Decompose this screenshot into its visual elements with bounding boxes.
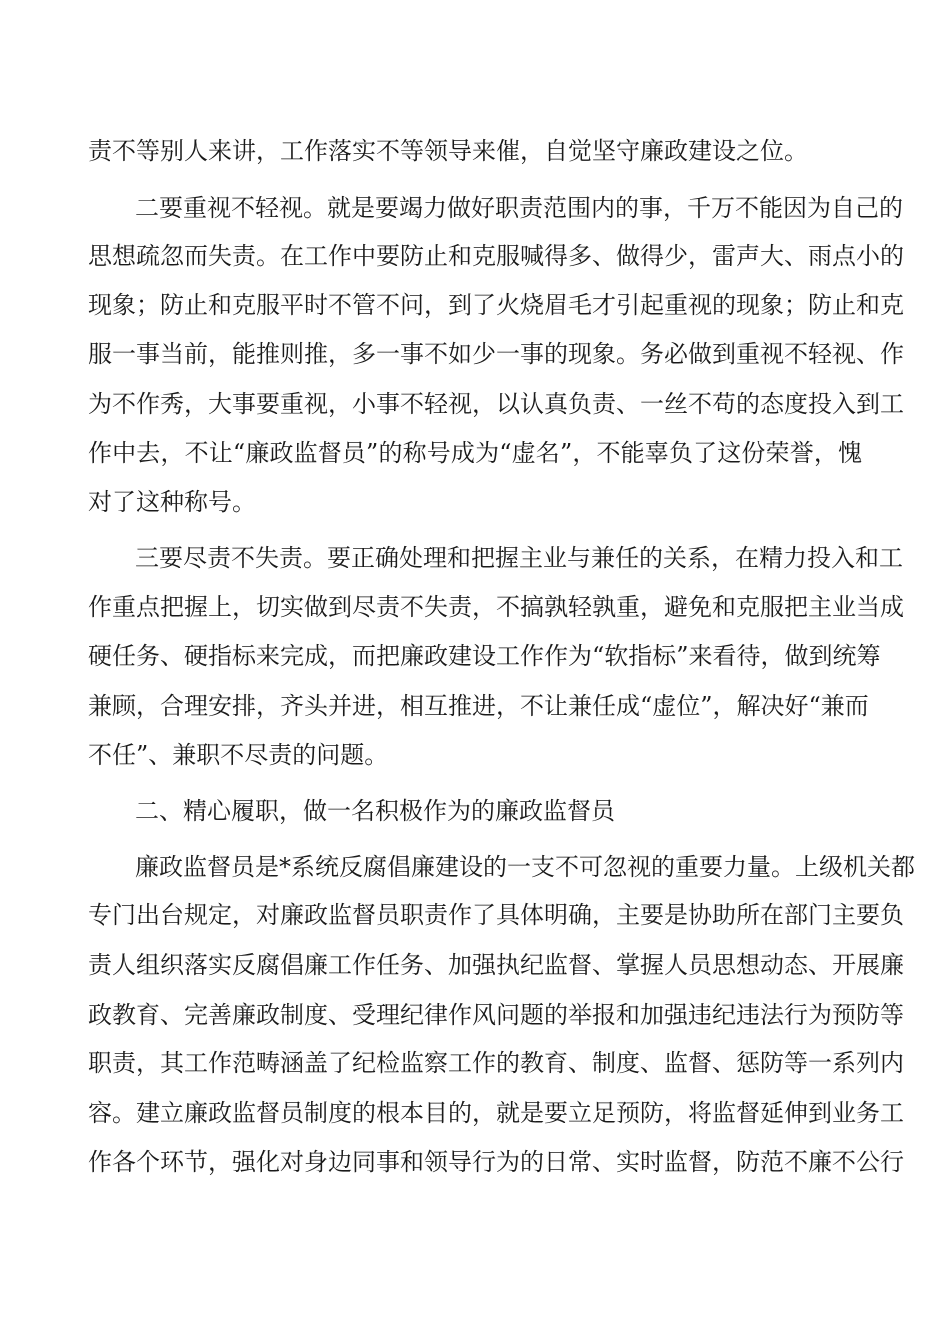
section-heading: 二、精心履职，做一名积极作为的廉政监督员 [135, 797, 615, 825]
text-line: 作中去，不让“廉政监督员”的称号成为“虚名”，不能辜负了这份荣誉，愧 [88, 439, 862, 467]
paragraph-start-line: 二要重视不轻视。就是要竭力做好职责范围内的事，千万不能因为自己的 [135, 194, 903, 222]
text-line: 政教育、完善廉政制度、受理纪律作风问题的举报和加强违纪违法行为预防等 [88, 1001, 904, 1029]
text-line: 作重点把握上，切实做到尽责不失责，不搞孰轻孰重，避免和克服把主业当成 [88, 593, 904, 621]
text-line: 责不等别人来讲，工作落实不等领导来催，自觉坚守廉政建设之位。 [88, 137, 808, 165]
text-line: 对了这种称号。 [88, 488, 256, 516]
text-line: 硬任务、硬指标来完成，而把廉政建设工作作为“软指标”来看待，做到统筹 [88, 642, 881, 670]
text-line: 作各个环节，强化对身边同事和领导行为的日常、实时监督，防范不廉不公行 [88, 1148, 904, 1176]
text-line: 现象；防止和克服平时不管不问，到了火烧眉毛才引起重视的现象；防止和克 [88, 291, 904, 319]
paragraph-start-line: 三要尽责不失责。要正确处理和把握主业与兼任的关系，在精力投入和工 [135, 544, 903, 572]
text-line: 思想疏忽而失责。在工作中要防止和克服喊得多、做得少，雷声大、雨点小的 [88, 242, 904, 270]
text-line: 服一事当前，能推则推，多一事不如少一事的现象。务必做到重视不轻视、作 [88, 340, 904, 368]
text-line: 职责，其工作范畴涵盖了纪检监察工作的教育、制度、监督、惩防等一系列内 [88, 1049, 904, 1077]
text-line: 为不作秀，大事要重视，小事不轻视，以认真负责、一丝不苟的态度投入到工 [88, 390, 904, 418]
text-line: 容。建立廉政监督员制度的根本目的，就是要立足预防，将监督延伸到业务工 [88, 1099, 904, 1127]
text-line: 不任”、兼职不尽责的问题。 [88, 741, 389, 769]
text-line: 责人组织落实反腐倡廉工作任务、加强执纪监督、掌握人员思想动态、开展廉 [88, 951, 904, 979]
paragraph-start-line: 廉政监督员是*系统反腐倡廉建设的一支不可忽视的重要力量。上级机关都 [135, 853, 915, 881]
text-line: 专门出台规定，对廉政监督员职责作了具体明确，主要是协助所在部门主要负 [88, 901, 904, 929]
text-line: 兼顾，合理安排，齐头并进，相互推进，不让兼任成“虚位”，解决好“兼而 [88, 692, 869, 720]
